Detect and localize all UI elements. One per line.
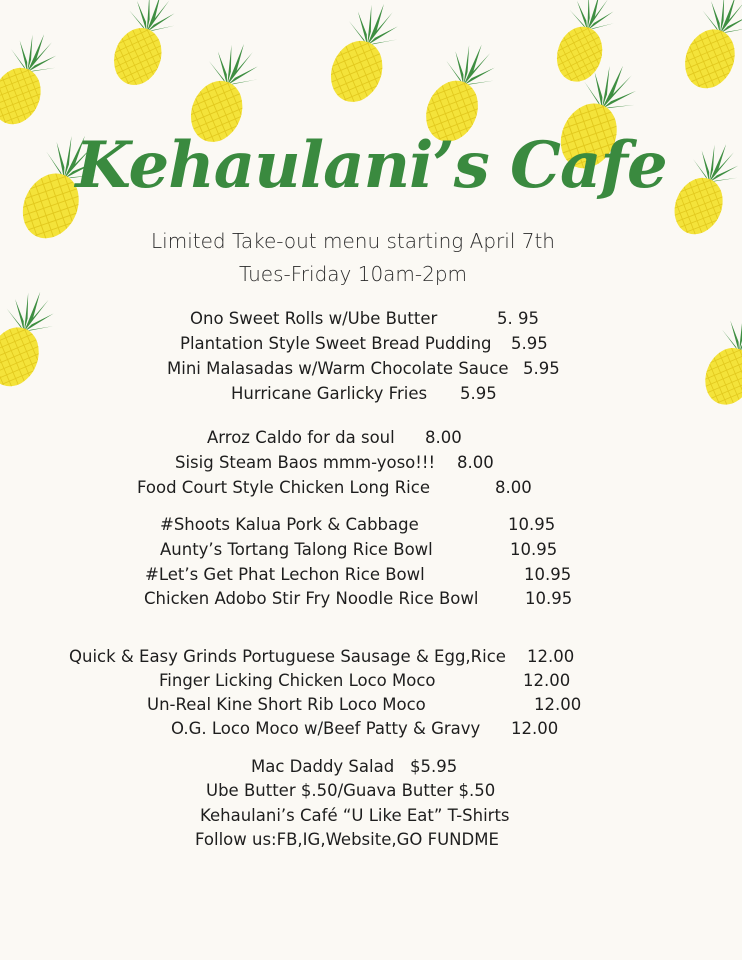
item-price: $5.95 [410, 757, 458, 776]
pineapple-icon [103, 0, 186, 95]
item-price: 5.95 [460, 384, 497, 403]
item-name: Sisig Steam Baos mmm-yoso!!! [175, 453, 436, 472]
item-price: 8.00 [425, 428, 462, 447]
item-price: 12.00 [527, 647, 575, 666]
item-price: 8.00 [495, 478, 532, 497]
pineapple-icon [0, 282, 65, 397]
item-price: 10.95 [524, 565, 572, 584]
item-name: Hurricane Garlicky Fries [231, 384, 428, 403]
item-price: 8.00 [457, 453, 494, 472]
item-name: Mac Daddy Salad [251, 757, 395, 776]
item-price: 10.95 [508, 515, 556, 534]
item-name: Un-Real Kine Short Rib Loco Moco [147, 695, 426, 714]
item-price: 10.95 [525, 589, 573, 608]
hours-subtitle: Tues-Friday 10am-2pm [238, 262, 468, 286]
cafe-title: Kehaulani’s Cafe [75, 128, 667, 203]
item-price: 10.95 [510, 540, 558, 559]
item-price: 12.00 [511, 719, 559, 738]
item-price: 5.95 [523, 359, 560, 378]
item-price: 12.00 [534, 695, 582, 714]
item-name: Chicken Adobo Stir Fry Noodle Rice Bowl [144, 589, 479, 608]
item-name: #Let’s Get Phat Lechon Rice Bowl [145, 565, 425, 584]
pineapple-icon [673, 0, 742, 99]
item-price: 5.95 [511, 334, 548, 353]
item-name: Finger Licking Chicken Loco Moco [159, 671, 436, 690]
item-name: Plantation Style Sweet Bread Pudding [180, 334, 492, 353]
item-name: Ono Sweet Rolls w/Ube Butter [190, 309, 438, 328]
item-name: Mini Malasadas w/Warm Chocolate Sauce [167, 359, 509, 378]
item-price: 5. 95 [497, 309, 539, 328]
pineapple-icon [0, 24, 68, 135]
pineapple-icon [693, 304, 742, 415]
pineapple-icon [318, 0, 410, 113]
item-name: Quick & Easy Grinds Portuguese Sausage & Egg,Rice [69, 647, 506, 666]
note-text: Follow us:FB,IG,Website,GO FUNDME [195, 830, 499, 849]
item-name: Food Court Style Chicken Long Rice [137, 478, 430, 497]
item-name: Aunty’s Tortang Talong Rice Bowl [160, 540, 433, 559]
note-text: Ube Butter $.50/Guava Butter $.50 [206, 781, 496, 800]
item-name: O.G. Loco Moco w/Beef Patty & Gravy [171, 719, 481, 738]
item-name: #Shoots Kalua Pork & Cabbage [160, 515, 419, 534]
note-text: Kehaulani’s Café “U Like Eat” T-Shirts [200, 806, 510, 825]
item-name: Arroz Caldo for da soul [207, 428, 395, 447]
item-price: 12.00 [523, 671, 571, 690]
menu-subtitle: Limited Take-out menu starting April 7th [151, 229, 555, 253]
